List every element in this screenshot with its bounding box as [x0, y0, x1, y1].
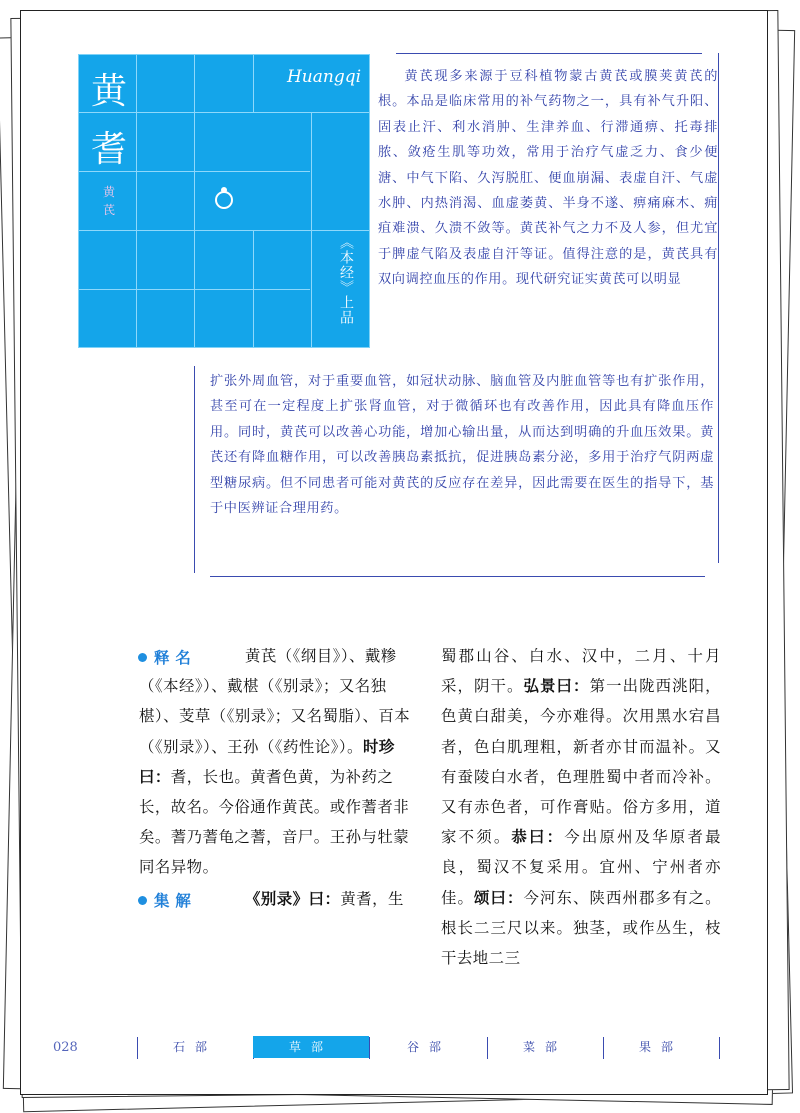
annotation-text: 蜀郡山谷、白水、汉中，二月、十月采，阴干。: [441, 647, 721, 696]
herb-title-char: 黄: [90, 71, 127, 112]
section-text-jijie: [245, 884, 425, 914]
frame-line: [396, 53, 702, 54]
footer-nav: [21, 1033, 769, 1063]
speaker-label: 时珍曰：: [139, 737, 395, 786]
book-page: [20, 10, 768, 1095]
nav-item-caobu[interactable]: 草部: [253, 1036, 369, 1058]
section-heading-jijie: 集解: [154, 892, 197, 910]
speaker-label: 《别录》曰：: [245, 890, 341, 908]
intro-paragraph-continued: 扩张外周血管，对于重要血管，如冠状动脉、脑血管及内脏血管等也有扩张作用，甚至可在一定程度上扩张肾血管，对于微循环也有改善作用，因此具有降血压作用。同时，黄芪可以改善心功能，增加心输出量，从而达到明确的升血压效果。黄芪还有降血糖作用，可以改善胰岛素抵抗，促进胰岛素分泌，多用于治疗气阴两虚型糖尿病。但不同患者可能对黄芪的反应存在差异，因此需要在医生的指导下，基于中医辨证合理用药。: [210, 374, 714, 517]
annotation-text: 耆，长也。黄耆色黄，为补药之长，故名。今俗通作黄芪。或作蓍者非矣。蓍乃蓍龟之蓍，音尸。王孙与牡蒙同名异物。: [139, 767, 410, 877]
herb-source-label: 《本经》上品: [338, 235, 354, 325]
page-number: 028: [53, 1040, 78, 1055]
nav-item-guobu[interactable]: 果部: [638, 1040, 683, 1054]
section-text-shiming: [139, 641, 417, 883]
frame-line: [194, 366, 195, 573]
herb-title-char: 耆: [90, 129, 127, 170]
nav-item-shibu[interactable]: 石部: [172, 1040, 217, 1054]
annotation-text: 今河东、陕西州郡多有之。根长二三尺以来。独茎，或作丛生，枝干去地二三: [441, 888, 721, 968]
annotation-text: 第一出陇西洮阳，色黄白甜美，今亦难得。次用黑水宕昌者，色白肌理粗，新者亦甘而温补。又有蚕陵白水者，色理胜蜀中者而冷补。又有赤色者，可作膏贴。俗方多用，道家不须。: [441, 677, 721, 847]
herb-alias-char: 芪: [102, 203, 115, 217]
intro-paragraph: 黄芪现多来源于豆科植物蒙古黄芪或膜荚黄芪的根。本品是临床常用的补气药物之一，具有补气升阳、固表止汗、利水消肿、生津养血、行滞通痹、托毒排脓、敛疮生肌等功效，常用于治疗气虚乏力、食少便溏、中气下陷、久泻脱肛、便血崩漏、表虚自汗、气虚水肿、内热消渴、血虚萎黄、半身不遂、痹痛麻木、痈疽难溃、久溃不敛等。黄芪补气之力不及人参，但尤宜于脾虚气陷及表虚自汗等证。值得注意的是，黄芪具有双向调控血压的作用。现代研究证实黄芪可以明显: [378, 69, 718, 288]
nav-item-caibu[interactable]: 菜部: [522, 1040, 567, 1054]
section-bullet-icon: [138, 896, 147, 905]
section-heading-shiming: 释名: [154, 649, 197, 667]
nav-item-gubu[interactable]: 谷部: [406, 1040, 451, 1054]
section-text-jijie-continued: [441, 641, 721, 973]
alias-list-text: 黄芪（《纲目》）、戴糁（《本经》）、戴椹（《别录》；又名独椹）、芰草（《别录》；又名蜀脂）、百本（《别录》）、王孙（《药性论》）。: [139, 647, 411, 756]
annotation-text: 今出原州及华原者最良，蜀汉不复采用。宜州、宁州者亦佳。: [441, 828, 721, 907]
herb-alias-char: 黄: [102, 185, 115, 199]
herb-title-block: [78, 54, 370, 348]
herb-pinyin: Huangqi: [286, 67, 362, 87]
speaker-label: 颂曰：: [474, 888, 524, 907]
frame-line: [210, 576, 705, 577]
medicine-ring-icon: [215, 191, 233, 209]
frame-line: [718, 53, 719, 563]
speaker-label: 恭曰：: [511, 828, 565, 847]
herb-alias-label: [95, 183, 123, 219]
annotation-text: 黄耆，生: [340, 890, 404, 908]
speaker-label: 弘景曰：: [523, 677, 590, 696]
